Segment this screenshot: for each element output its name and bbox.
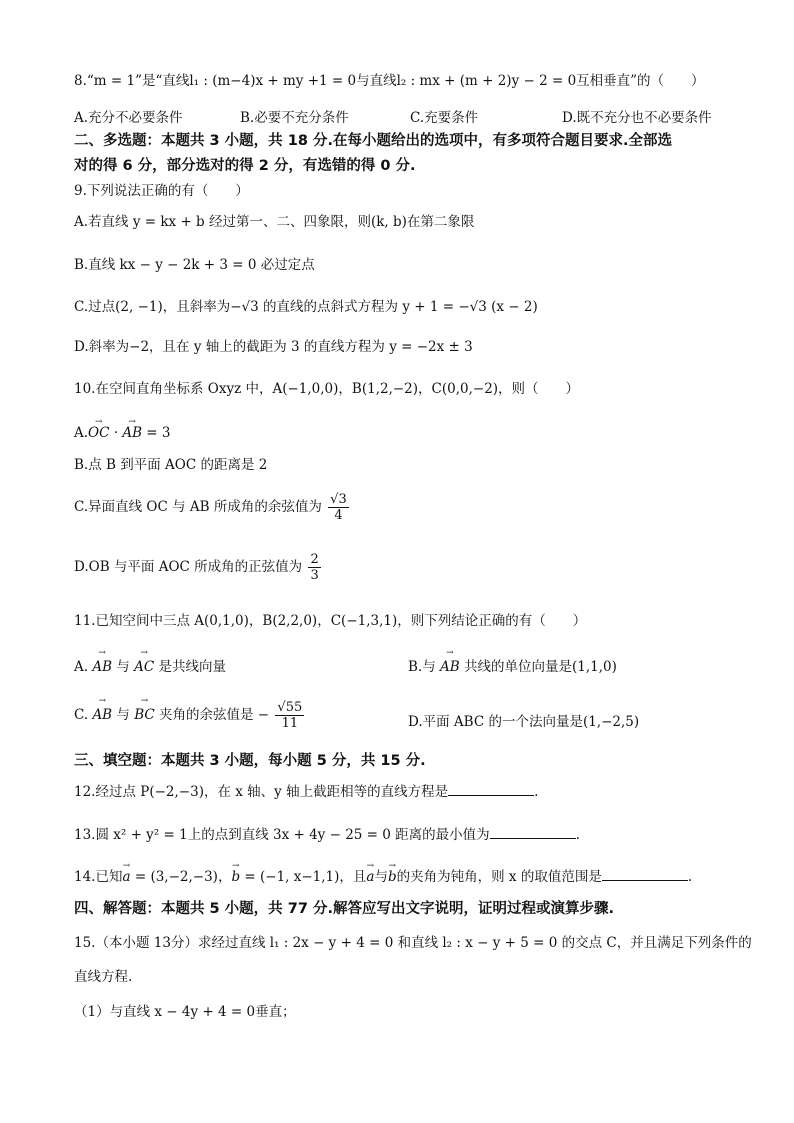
- q11-a-mid: 与: [112, 659, 135, 675]
- q10-option-b: B.点 B 到平面 AOC 的距离是 2: [74, 457, 268, 473]
- vector-ab: → AB: [92, 707, 112, 723]
- q10-option-a: [74, 424, 170, 442]
- q10-a-rest: = 3: [142, 425, 171, 441]
- q8-option-c: C.充要条件: [410, 110, 479, 126]
- fraction-numerator: 2: [310, 552, 319, 567]
- q10-a-dot: ·: [109, 425, 123, 441]
- q9-option-d: D.斜率为−2，且在 y 轴上的截距为 3 的直线方程为 y = −2x ± 3: [74, 339, 473, 355]
- q13-end: .: [575, 827, 580, 843]
- vector-ac: → AC: [134, 659, 154, 675]
- section4-heading: 四、解答题：本题共 5 小题，共 77 分.解答应写出文字说明，证明过程或演算步骤.: [74, 901, 614, 917]
- q15-line1: 15.（本小题 13分）求经过直线 l₁ : 2x − y + 4 = 0 和直线 l₂ : x − y + 5 = 0 的交点 C，并且满足下列条件的: [74, 935, 752, 951]
- q11-c-mid: 与: [112, 707, 135, 723]
- q9-option-c: C.过点(2, −1)，且斜率为−√3 的直线的点斜式方程为 y + 1 = −√3 (x − 2): [74, 299, 538, 315]
- q8-option-b: B.必要不充分条件: [240, 110, 349, 126]
- q11-a-rest: 是共线向量: [154, 659, 226, 675]
- q14-mid3: 与: [374, 869, 388, 885]
- q9-option-b: B.直线 kx − y − 2k + 3 = 0 必过定点: [74, 257, 315, 273]
- fraction-2-over-3: [308, 552, 320, 583]
- q15-part1: （1）与直线 x − 4y + 4 = 0垂直；: [74, 1004, 296, 1020]
- vector-a: → a: [366, 868, 374, 886]
- q10-c-text: C.异面直线 OC 与 AB 所成角的余弦值为: [74, 499, 322, 515]
- fraction-denominator: 4: [334, 508, 343, 523]
- q11-stem: 11.已知空间中三点 A(0,1,0)，B(2,2,0)，C(−1,3,1)，则下列结论正确的有（ ）: [74, 613, 587, 629]
- q11-option-a: [74, 655, 226, 675]
- q10-option-c: [74, 492, 351, 523]
- fraction-numerator: √55: [277, 700, 303, 715]
- q10-option-d: [74, 552, 323, 583]
- q11-b-rest: 共线的单位向量是(1,1,0): [459, 659, 617, 675]
- q11-b-prefix: B.与: [408, 659, 441, 675]
- answer-blank: [602, 868, 688, 881]
- q8-option-d: D.既不充分也不必要条件: [562, 110, 712, 126]
- fraction-numerator: √3: [330, 492, 347, 507]
- fraction-denominator: 11: [281, 716, 299, 731]
- vector-ab: → AB: [122, 424, 142, 442]
- q14-prefix: 14.已知: [74, 869, 123, 885]
- vector-a: → a: [122, 868, 130, 886]
- q14-end: .: [687, 869, 693, 885]
- q11-c-prefix: C.: [74, 707, 93, 723]
- q11-option-b: [408, 655, 617, 675]
- q10-a-prefix: A.: [74, 425, 89, 441]
- vector-b: → b: [388, 868, 397, 886]
- vector-oc: → OC: [88, 424, 109, 442]
- section2-heading-line1: 二、多选题：本题共 3 小题，共 18 分.在每小题给出的选项中，有多项符合题目要求.全部选: [74, 133, 672, 149]
- fraction-sqrt3-over-4: [328, 492, 349, 523]
- q12-stem: 12.经过点 P(−2,−3)，在 x 轴、y 轴上截距相等的直线方程是: [74, 784, 449, 800]
- q12: [74, 783, 538, 801]
- answer-blank: [448, 783, 534, 796]
- q13: [74, 826, 580, 844]
- q14-rest: 的夹角为钝角，则 x 的取值范围是: [396, 869, 602, 885]
- q10-stem: 10.在空间直角坐标系 Oxyz 中，A(−1,0,0)，B(1,2,−2)，C(0,0,−2)，则（ ）: [74, 381, 580, 397]
- q11-c-rest: 夹角的余弦值是 −: [154, 707, 270, 723]
- q15-line2: 直线方程.: [74, 969, 133, 985]
- q11-a-prefix: A.: [74, 659, 93, 675]
- q8-stem: 8.“m = 1”是“直线l₁ : (m−4)x + my +1 = 0与直线l₂ : mx + (m + 2)y − 2 = 0互相垂直”的（ ）: [74, 73, 705, 89]
- q14-mid2: = (−1, x−1,1)，且: [240, 869, 367, 885]
- section3-heading: 三、填空题：本题共 3 小题，每小题 5 分，共 15 分.: [74, 753, 426, 769]
- fraction-sqrt55-over-11: [275, 700, 304, 731]
- fraction-denominator: 3: [310, 568, 319, 583]
- q10-d-text: D.OB 与平面 AOC 所成角的正弦值为: [74, 559, 303, 575]
- section2-heading-line2: 对的得 6 分，部分选对的得 2 分，有选错的得 0 分.: [74, 158, 416, 174]
- q14: [74, 868, 692, 886]
- q14-mid1: = (3,−2,−3)，: [130, 869, 232, 885]
- q9-option-a: A.若直线 y = kx + b 经过第一、二、四象限，则(k, b)在第二象限: [74, 214, 475, 230]
- answer-blank: [490, 826, 576, 839]
- q8-option-a: A.充分不必要条件: [74, 110, 183, 126]
- q11-option-c: [74, 700, 306, 731]
- vector-ab: → AB: [92, 659, 112, 675]
- vector-b: → b: [231, 868, 240, 886]
- q11-option-d: D.平面 ABC 的一个法向量是(1,−2,5): [408, 714, 640, 730]
- q9-stem: 9.下列说法正确的有（ ）: [74, 183, 249, 199]
- q12-end: .: [534, 784, 539, 800]
- vector-ab: → AB: [440, 659, 460, 675]
- vector-bc: → BC: [134, 707, 155, 723]
- q13-stem: 13.圆 x² + y² = 1上的点到直线 3x + 4y − 25 = 0 距离的最小值为: [74, 827, 490, 843]
